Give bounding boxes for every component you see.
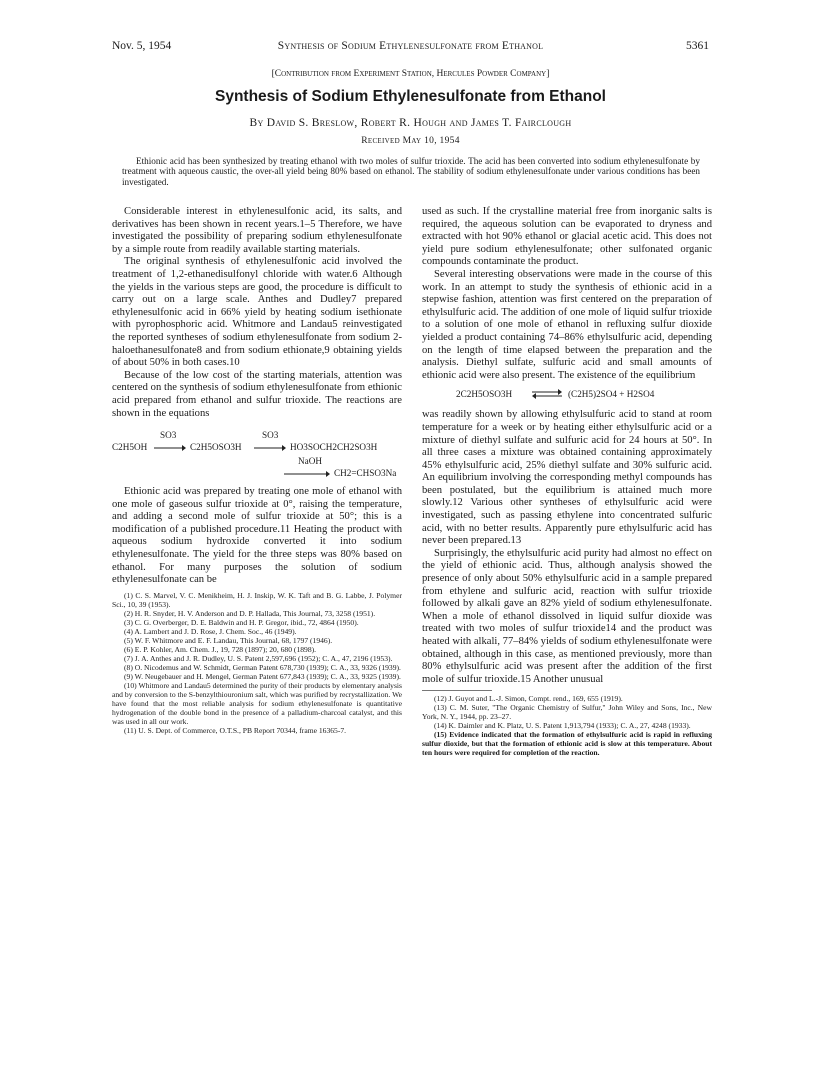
author-line: By David S. Breslow, Robert R. Hough and James T. Fairclough	[249, 117, 572, 129]
received-date: Received May 10, 1954	[361, 136, 460, 146]
right-column	[422, 206, 712, 757]
equilibrium-arrows-icon	[532, 389, 562, 399]
equilibrium-equation	[422, 385, 712, 405]
paragraph: Considerable interest in ethylenesulfonic acid, its salts, and derivatives has been shown in recent years.1–5 Therefore, we have investigated the possibility of preparing sodium ethylenesulfonate by a simple route from readily available starting materials.	[112, 206, 402, 255]
contribution-line: [Contribution from Experiment Station, Hercules Powder Company]	[271, 69, 550, 79]
footnote: (7) J. A. Anthes and J. R. Dudley, U. S. Patent 2,597,696 (1952); C. A., 47, 2196 (1953).	[124, 653, 393, 663]
eq2-right: (C2H5)2SO4 + H2SO4	[568, 389, 655, 400]
footnote: (13) C. M. Suter, "The Organic Chemistry of Sulfur," John Wiley and Sons, Inc., New York, N. Y., 1944, pp. 23–27.	[422, 703, 712, 722]
footnote: (9) W. Neugebauer and H. Mengel, German Patent 677,843 (1939); C. A., 33, 9325 (1939).	[124, 671, 401, 681]
header-date: Nov. 5, 1954	[112, 40, 172, 52]
footnote: (10) Whitmore and Landau5 determined the purity of their products by elementary analysis and by conversion to the S-benzylthiouronium salt, which was purified by recrystallization. We have found that the most reliable analysis for sodium ethylenesulfonate is quantitative hydrogenation of the double bond in the presence of a palladium-charcoal catalyst, and this was used in all our work.	[112, 680, 402, 726]
footnote: (5) W. F. Whitmore and E. F. Landau, This Journal, 68, 1797 (1946).	[124, 635, 333, 645]
article-title: Synthesis of Sodium Ethylenesulfonate from Ethanol	[215, 88, 606, 105]
eq2-left: 2C2H5OSO3H	[456, 389, 513, 400]
paragraph: Ethionic acid was prepared by treating one mole of ethanol with one mole of gaseous sulfur trioxide at 0°, raising the temperature, and adding a second mole of sulfur trioxide at 50°; this is a modification of a published procedure.11 Heating the product with aqueous sodium hydroxide converted it into sodium ethylenesulfonate. The yield for the three steps was 80% based on ethanol. For many purposes the solution of sodium ethylenesulfonate can be	[112, 486, 402, 586]
footnote: (3) C. G. Overberger, D. E. Baldwin and H. P. Gregor, ibid., 72, 4864 (1950).	[124, 617, 359, 627]
eq-reactant: C2H5OH	[112, 442, 148, 453]
left-column	[112, 206, 402, 735]
paragraph: Several interesting observations were made in the course of this work. In an attempt to study the synthesis of ethionic acid in a stepwise fashion, attention was first centered on the preparation of ethylsulfuric acid. The addition of one mole of liquid sulfur trioxide to a solution of one mole of ethanol in refluxing sulfur dioxide yielded a product containing 74–86% ethylsulfuric acid, depending on the length of time elapsed between the preparation and the analysis. Diethyl sulfate, sulfuric acid and small amounts of ethionic acid were also present. The existence of the equilibrium	[422, 268, 712, 381]
footnote-divider	[422, 690, 492, 691]
reaction-arrow-icon	[154, 445, 186, 451]
reaction-arrow-icon	[284, 471, 330, 477]
paragraph: The original synthesis of ethylenesulfonic acid involved the treatment of 1,2-ethanedisulfonyl chloride with water.6 Although the yields in the various steps are good, the procedure is difficult to carry out on a large scale. Anthes and Dudley7 prepared ethylenesulfonic acid in 66% yield by heating sodium isethionate with pyrophosphoric acid. Whitmore and Landau5 reinvestigated the reported syntheses of sodium ethylenesulfonate from sodium 2-haloethanesulfonate8 and from sodium ethionate,9 obtaining yields of about 50% in both cases.10	[112, 256, 402, 369]
paragraph: Because of the low cost of the starting materials, attention was centered on the synthesis of sodium ethylenesulfonate from ethionic acid prepared from ethanol and sulfur trioxide. The reactions are shown in the equations	[112, 369, 402, 419]
footnote: (15) Evidence indicated that the formation of ethylsulfuric acid is rapid in refluxing sulfur dioxide, but that the formation of ethionic acid is slow at this temperature. About ten hours were required for completion of the reaction.	[422, 730, 712, 758]
footnote: (2) H. R. Snyder, H. V. Anderson and D. P. Hallada, This Journal, 73, 3258 (1951).	[124, 608, 376, 618]
eq-intermediate: C2H5OSO3H	[190, 442, 242, 453]
paragraph: was readily shown by allowing ethylsulfuric acid to stand at room temperature for a week or by heating either ethylsulfuric acid or a mixture of diethyl sulfate and sulfuric acid for 24 hours at 50°. In all three cases a mixture was obtained containing approximately 45% ethylsulfuric acid, 25% diethyl sulfate and 30% sulfuric acid. An equilibrium involving the corresponding methyl compounds has been postulated, but the equilibrium is attained much more slowly.12 Various other syntheses of ethylsulfuric acid were investigated, such as passing ethylene into concentrated sulfuric acid, with no better results. Apparently pure ethylsulfuric acid has never been prepared.13	[422, 409, 712, 547]
abstract: Ethionic acid has been synthesized by treating ethanol with two moles of sulfur trioxide. The acid has been converted into sodium ethylenesulfonate by treatment with aqueous caustic, the over-all yield being 80% based on ethanol. The stability of sodium ethylenesulfonate under various conditions has been investigated.	[122, 156, 700, 187]
footnote: (11) U. S. Dept. of Commerce, O.T.S., PB Report 70344, frame 16365-7.	[124, 725, 347, 735]
footnote: (1) C. S. Marvel, V. C. Menikheim, H. J. Inskip, W. K. Taft and B. G. Labbe, J. Polymer Sci., 10, 39 (1953).	[112, 590, 402, 609]
reaction-arrow-icon	[254, 445, 286, 451]
reaction-equation	[112, 424, 402, 482]
paragraph: Surprisingly, the ethylsulfuric acid purity had almost no effect on the yield of ethionic acid. Thus, although analysis showed the presence of only about 50% ethylsulfuric acid in a sample prepared from ethylene and sulfuric acid, reaction with sulfur trioxide followed by alkali gave an 82% yield of sodium ethylenesulfonate. When a mole of ethanol dissolved in liquid sulfur dioxide was treated with two moles of sulfur trioxide14 and the product was heated with alkali, 77–84% yields of sodium ethylenesulfonate were obtained, although in this case, as mentioned previously, more than 80% ethylsulfuric acid was present after the addition of the first mole of sulfur trioxide.15 Another unusual	[422, 547, 712, 685]
footnote: (4) A. Lambert and J. D. Rose, J. Chem. Soc., 46 (1949).	[124, 626, 297, 636]
footnote: (12) J. Guyot and L.-J. Simon, Compt. rend., 169, 655 (1919).	[434, 694, 623, 704]
footnote: (8) O. Nicodemus and W. Schmidt, German Patent 678,730 (1939); C. A., 33, 9326 (1939).	[124, 662, 401, 672]
header-running-title: Synthesis of Sodium Ethylenesulfonate from Ethanol	[277, 40, 544, 52]
footnotes-right	[422, 690, 712, 757]
running-head	[112, 40, 709, 56]
eq-reagent-3: NaOH	[298, 456, 322, 467]
footnote: (14) K. Daimler and K. Platz, U. S. Patent 1,913,794 (1933); C. A., 27, 4248 (1933).	[434, 721, 691, 731]
eq-product-1: HO3SOCH2CH2SO3H	[290, 442, 378, 453]
eq-reagent-2: SO3	[262, 430, 279, 441]
paragraph: used as such. If the crystalline material free from inorganic salts is required, the aqueous solution can be evaporated to dryness and extracted with hot 90% ethanol or glacial acetic acid. This does not yield pure sodium ethylenesulfonate; other sulfonated organic compounds contaminate the product.	[422, 206, 712, 268]
footnotes-left	[112, 591, 402, 735]
eq-reagent-1: SO3	[160, 430, 177, 441]
eq-product-2: CH2=CHSO3Na	[334, 468, 397, 479]
footnote: (6) E. P. Kohler, Am. Chem. J., 19, 728 (1897); 20, 680 (1898).	[124, 644, 317, 654]
header-page-number: 5361	[686, 40, 709, 52]
